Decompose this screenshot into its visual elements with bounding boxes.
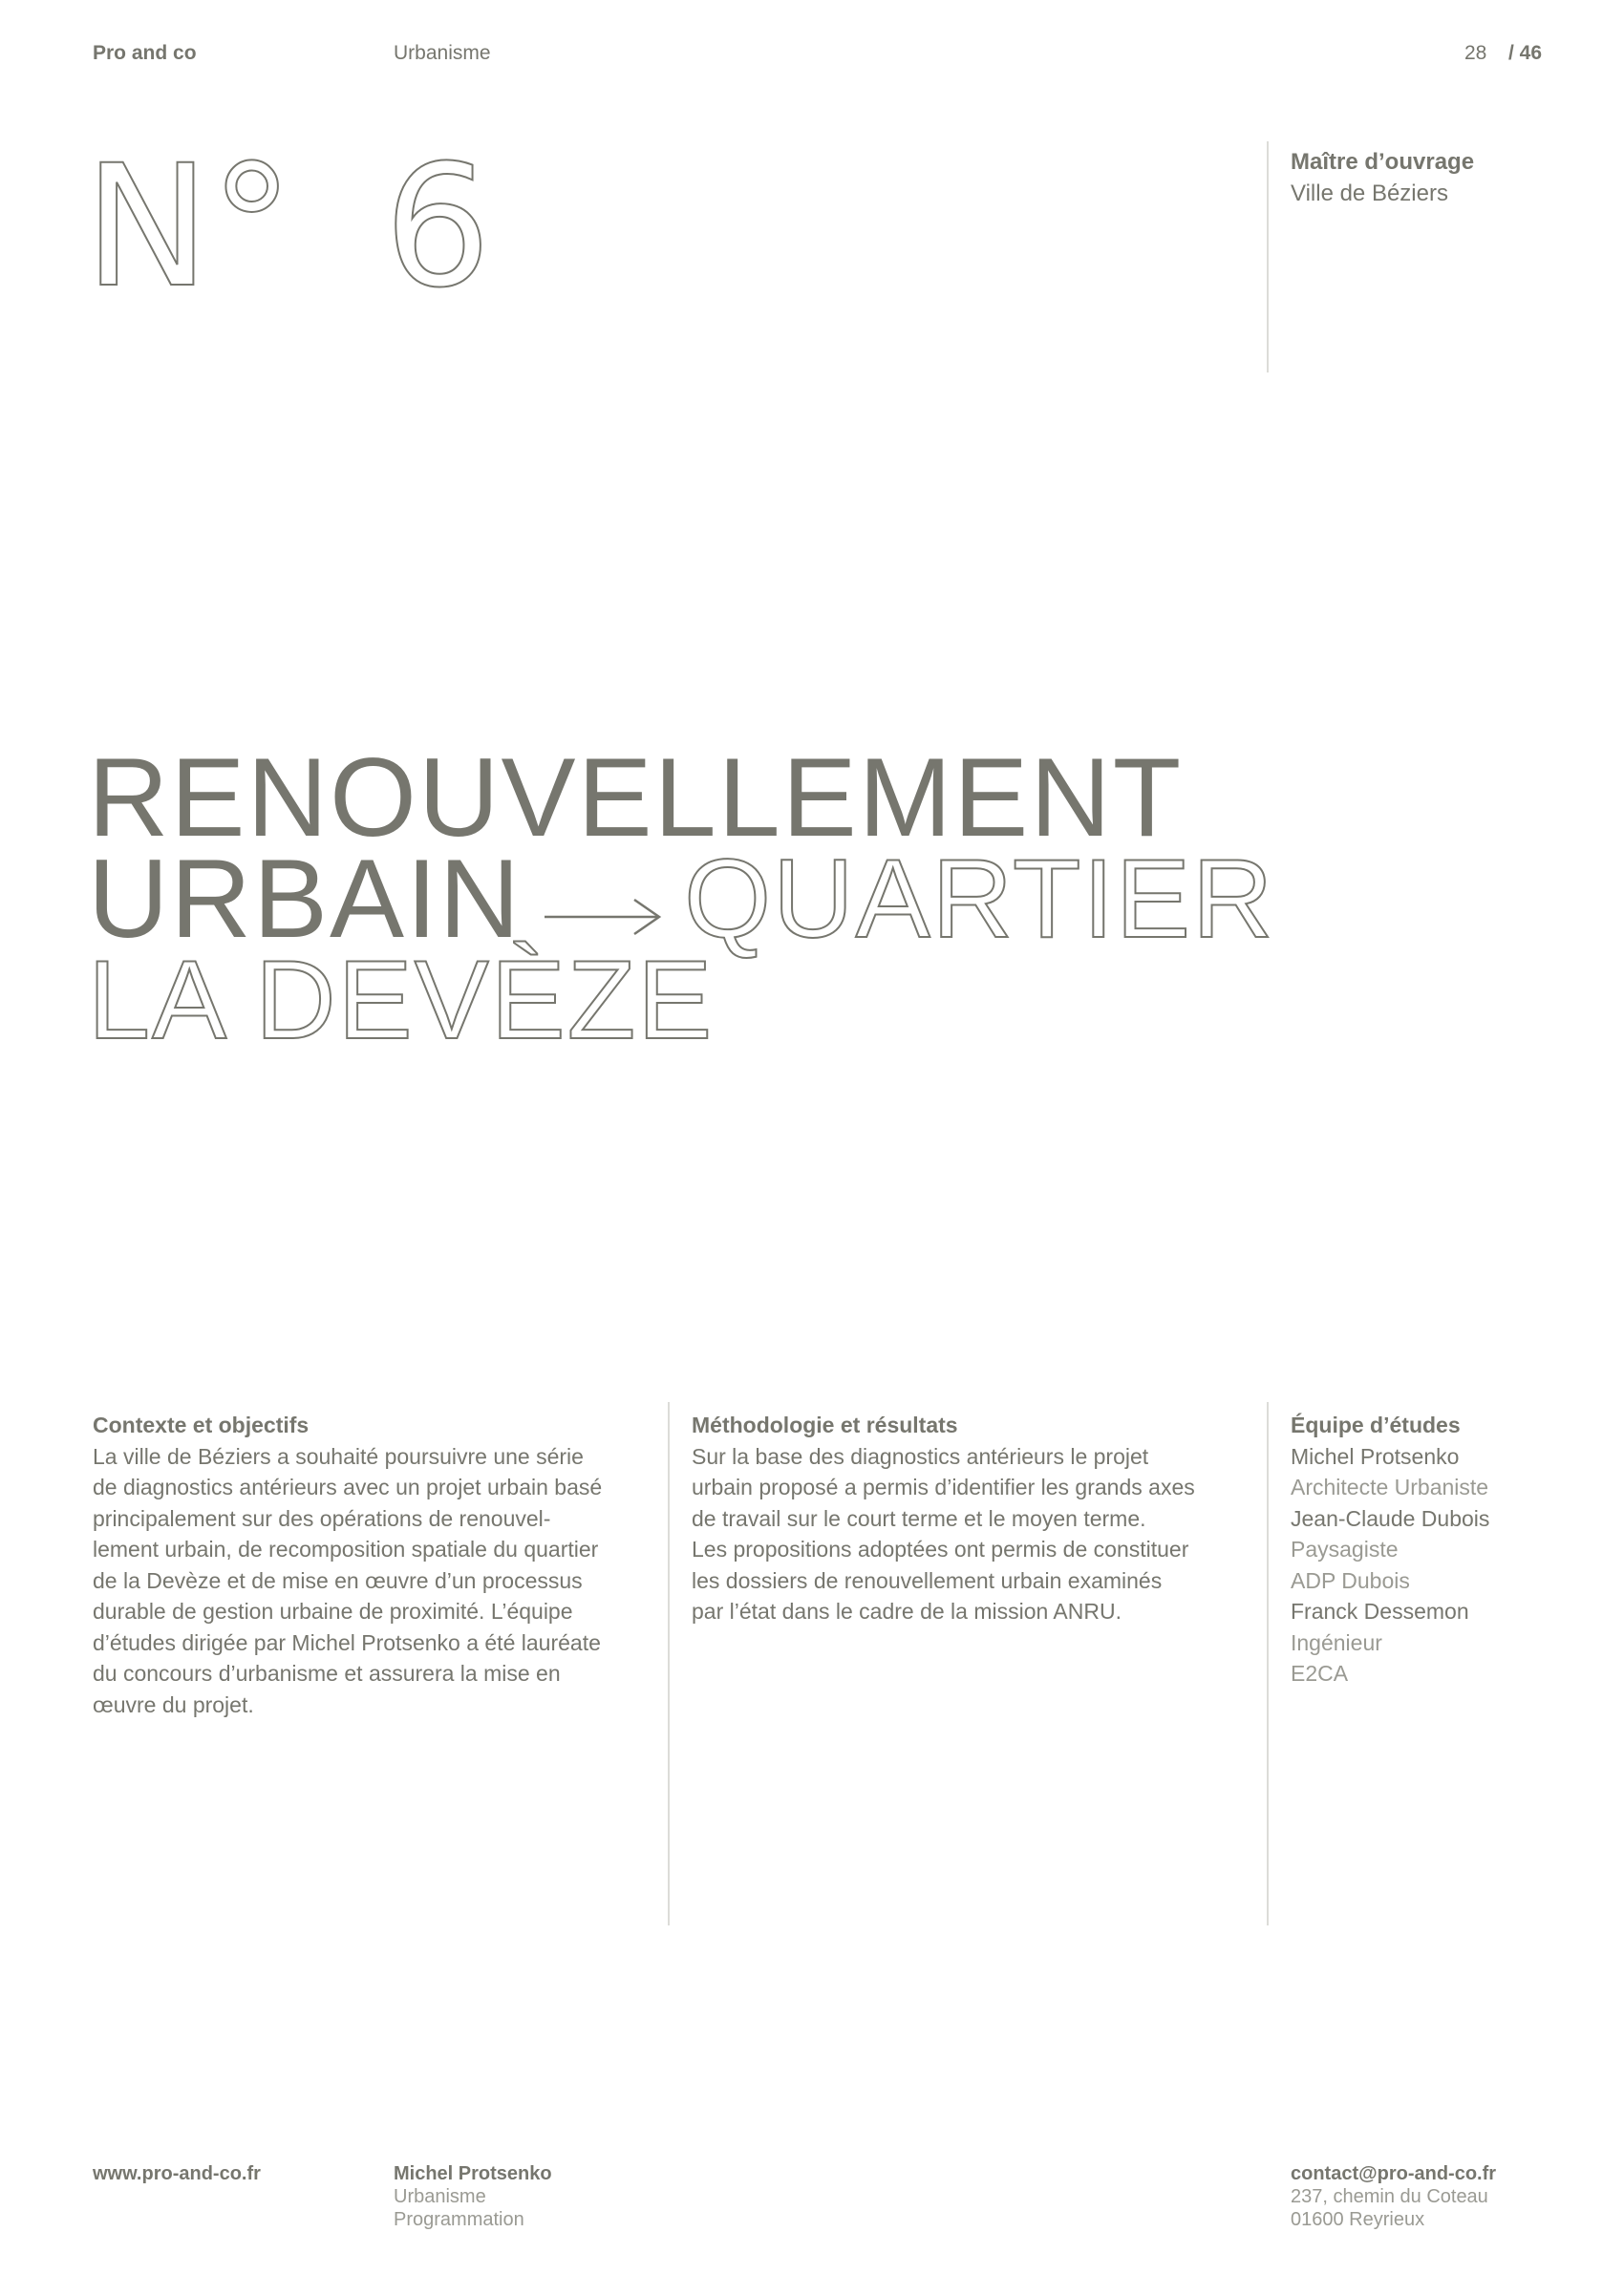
title-line-1: RENOUVELLEMENT bbox=[88, 734, 1184, 860]
footer-website[interactable]: www.pro-and-co.fr bbox=[93, 2163, 261, 2184]
team-member-role: Architecte Urbaniste bbox=[1291, 1475, 1489, 1499]
footer-person-name: Michel Protsenko bbox=[394, 2163, 552, 2184]
context-line: du concours d’urbanisme et assurera la mise en bbox=[93, 1661, 561, 1686]
project-number: 6 bbox=[384, 129, 491, 325]
arrow-right-icon bbox=[543, 847, 663, 948]
client-name: Ville de Béziers bbox=[1291, 181, 1448, 206]
page-current: 28 bbox=[1464, 42, 1487, 64]
team-member-company: ADP Dubois bbox=[1291, 1567, 1410, 1593]
client-label: Maître d’ouvrage bbox=[1291, 149, 1475, 175]
brand-name: Pro and co bbox=[93, 42, 197, 64]
context-line: de diagnostics antérieurs avec un projet urbain basé bbox=[93, 1475, 603, 1499]
context-section bbox=[93, 1410, 656, 1720]
team-member-name: Jean-Claude Dubois bbox=[1291, 1505, 1490, 1531]
footer-contact-block bbox=[1291, 2162, 1496, 2231]
method-line: par l’état dans le cadre de la mission ANRU. bbox=[692, 1599, 1122, 1624]
method-heading: Méthodologie et résultats bbox=[692, 1413, 958, 1437]
team-member-company: E2CA bbox=[1291, 1661, 1349, 1686]
method-line: les dossiers de renouvellement urbain examinés bbox=[692, 1567, 1163, 1593]
method-line: urbain proposé a permis d’identifier les grands axes bbox=[692, 1475, 1195, 1499]
footer-address-line: 237, chemin du Coteau bbox=[1291, 2186, 1488, 2207]
team-member-name: Franck Dessemon bbox=[1291, 1599, 1469, 1624]
context-line: d’études dirigée par Michel Protsenko a été lauréate bbox=[93, 1629, 601, 1655]
team-member-role: Ingénieur bbox=[1291, 1629, 1382, 1655]
team-section bbox=[1291, 1410, 1596, 1690]
title-line-2b: QUARTIER bbox=[684, 836, 1275, 961]
team-member-name: Michel Protsenko bbox=[1291, 1443, 1460, 1469]
context-line: La ville de Béziers a souhaité poursuivre une série bbox=[93, 1443, 584, 1469]
footer-person-role: Urbanisme bbox=[394, 2186, 486, 2207]
method-line: Sur la base des diagnostics antérieurs le projet bbox=[692, 1443, 1149, 1469]
divider-line bbox=[1267, 141, 1269, 372]
method-section bbox=[692, 1410, 1255, 1627]
title-line-3: LA DEVÈZE bbox=[88, 937, 715, 1062]
footer-person-block bbox=[394, 2162, 552, 2231]
project-number-prefix: N° bbox=[84, 129, 294, 325]
page-total: / 46 bbox=[1508, 42, 1543, 64]
footer-address-line: 01600 Reyrieux bbox=[1291, 2209, 1425, 2230]
context-line: durable de gestion urbaine de proximité. L’équipe bbox=[93, 1599, 573, 1624]
context-line: principalement sur des opérations de renouvel- bbox=[93, 1505, 551, 1531]
method-line: Les propositions adoptées ont permis de constituer bbox=[692, 1537, 1189, 1562]
footer-email[interactable]: contact@pro-and-co.fr bbox=[1291, 2163, 1497, 2184]
context-line: lement urbain, de recomposition spatiale du quartier bbox=[93, 1537, 599, 1562]
context-line: de la Devèze et de mise en œuvre d’un processus bbox=[93, 1567, 583, 1593]
team-heading: Équipe d’études bbox=[1291, 1413, 1461, 1437]
column-divider-2 bbox=[1267, 1402, 1269, 1925]
section-label: Urbanisme bbox=[394, 42, 491, 64]
context-heading: Contexte et objectifs bbox=[93, 1413, 310, 1437]
context-line: œuvre du projet. bbox=[93, 1691, 254, 1717]
method-line: de travail sur le court terme et le moyen terme. bbox=[692, 1505, 1146, 1531]
project-title bbox=[88, 734, 1275, 1062]
column-divider-1 bbox=[668, 1402, 670, 1925]
footer-person-role: Programmation bbox=[394, 2209, 524, 2230]
title-line-2a: URBAIN bbox=[88, 836, 523, 961]
team-member-role: Paysagiste bbox=[1291, 1537, 1399, 1562]
